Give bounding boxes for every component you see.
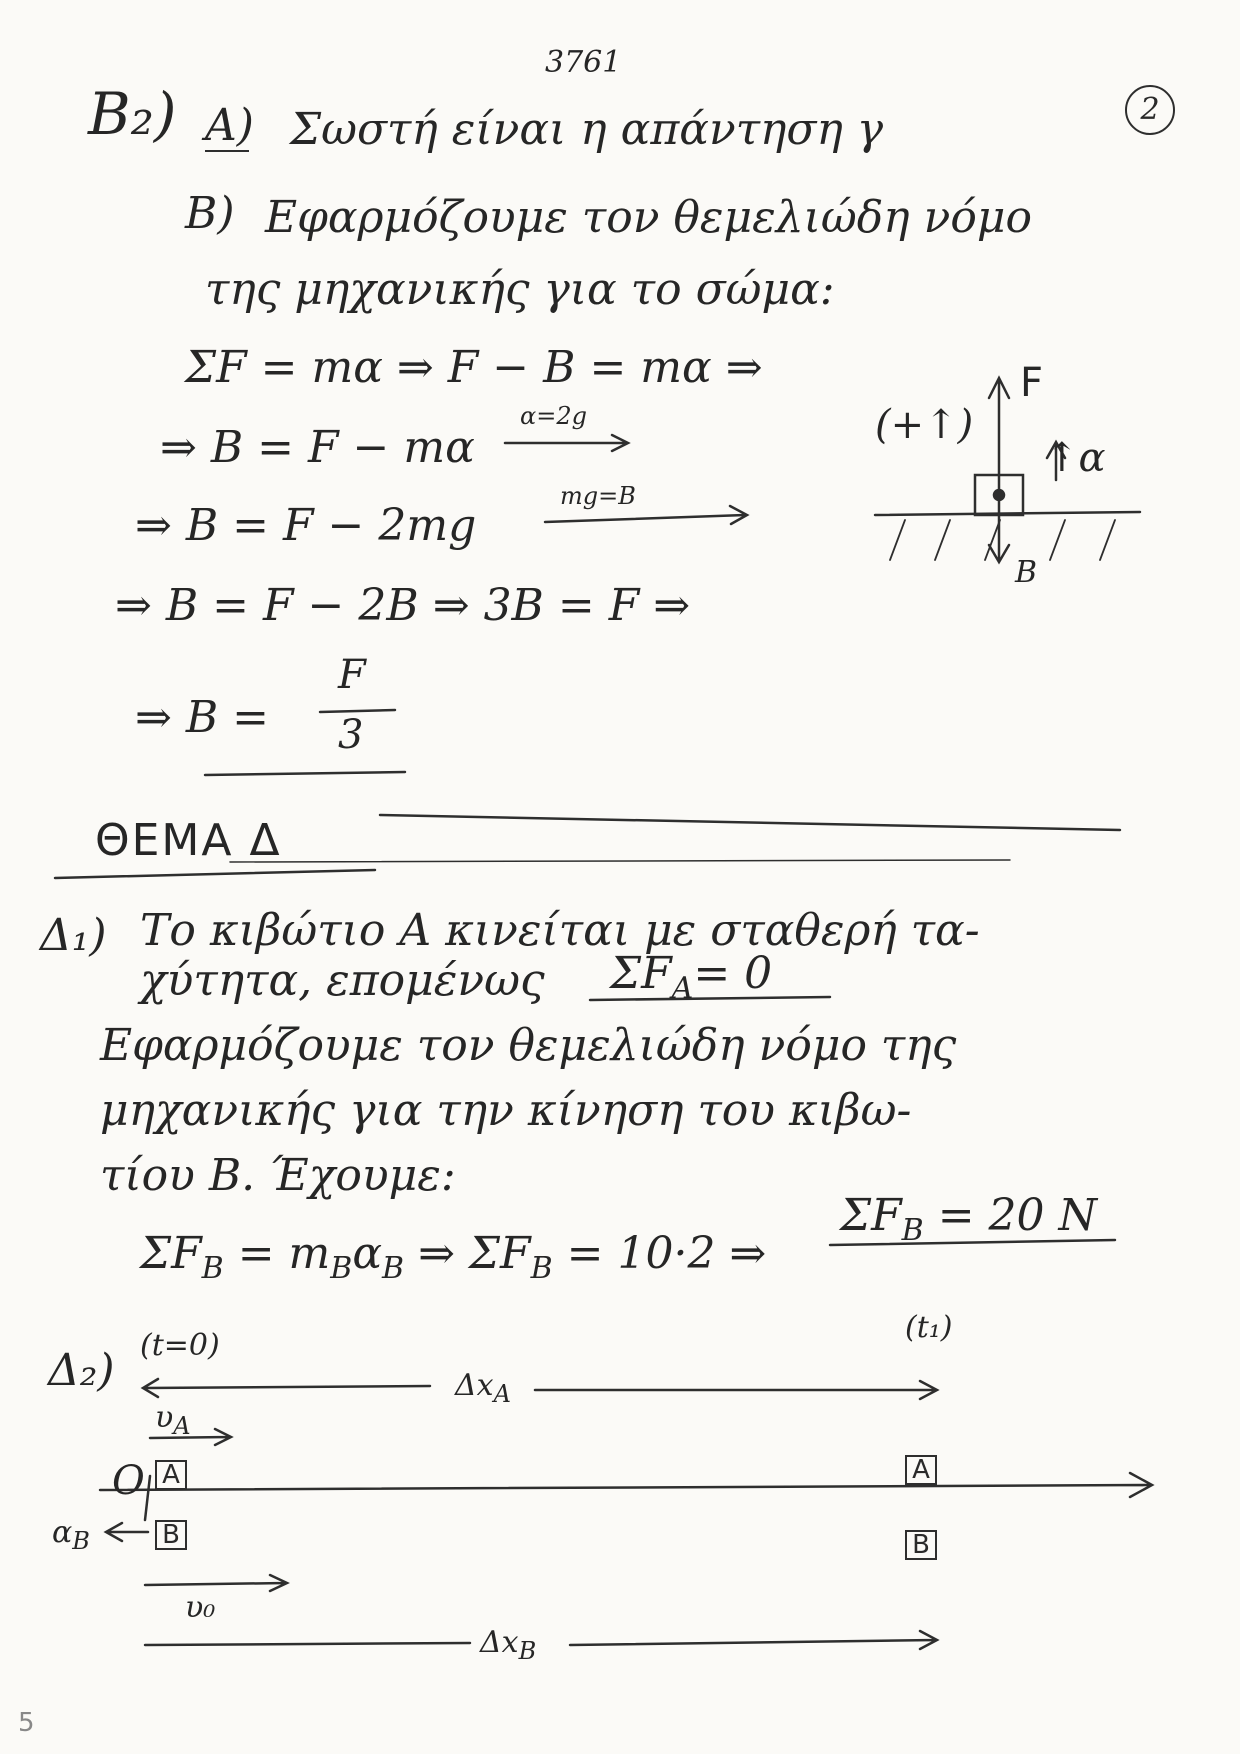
d2-va-sub: A — [173, 1412, 191, 1440]
d1-eq-accel: α — [352, 1228, 383, 1279]
eq3-long-arrow — [545, 506, 747, 524]
d2-v0-label: υ₀ — [185, 1590, 216, 1625]
d1-result-value: = 20 N — [937, 1190, 1098, 1241]
thema-d-rule-2 — [230, 860, 1010, 862]
d1-eq-accel-sub: B — [382, 1250, 405, 1286]
diagram-weight-label: B — [1015, 555, 1038, 590]
result-underline — [205, 772, 405, 775]
d1-result-sum-f: ΣF — [840, 1190, 902, 1241]
weight-arrow — [989, 495, 1009, 562]
d1-line2-sum-f-sub: A — [671, 970, 694, 1006]
d1-eq-sum-f-sub: B — [201, 1250, 224, 1286]
diagram-direction-label: (+↑) — [875, 402, 974, 448]
d1-result-sum-f-sub: B — [901, 1212, 924, 1248]
d2-box-b-start-label: B — [162, 1520, 180, 1550]
diagram-accel-label: ↑α — [1045, 435, 1106, 481]
d1-eq-mass: = m — [237, 1228, 331, 1279]
b2-part-b-label: B) — [185, 188, 235, 239]
b2-part-a-text: Σωστή είναι η απάντηση γ — [290, 104, 884, 155]
d2-dx-b-sub: B — [518, 1637, 537, 1665]
d2-va-label — [155, 1400, 191, 1440]
b2-equation-3-note: mg=B — [560, 482, 636, 510]
d1-line3: Εφαρμόζουμε τον θεμελιώδη νόμο της — [100, 1020, 957, 1071]
d1-equation — [140, 1228, 766, 1286]
d2-dx-a-label — [455, 1368, 511, 1408]
d2-box-b-start — [155, 1520, 187, 1550]
d1-line2-sum-f — [610, 948, 772, 1006]
d2-va-text: υ — [155, 1400, 174, 1435]
d2-label: Δ₂) — [48, 1345, 115, 1396]
b2-equation-5-denominator: 3 — [338, 712, 364, 758]
d2-ab-text: α — [52, 1515, 73, 1550]
d1-eq-sum-f: ΣF — [140, 1228, 202, 1279]
b2-label: B₂) — [88, 80, 177, 148]
v0-arrow — [145, 1575, 287, 1591]
d2-box-a-start-label: A — [162, 1460, 180, 1490]
d1-line4: μηχανικής για την κίνηση του κιβω- — [100, 1085, 912, 1136]
ab-arrow — [106, 1523, 148, 1541]
doc-number: 3761 — [545, 45, 622, 80]
thema-d-rule — [380, 815, 1120, 830]
d1-label: Δ₁) — [40, 910, 107, 961]
d1-result — [840, 1190, 1097, 1248]
b2-equation-3: ⇒ B = F − 2mg — [135, 500, 477, 551]
d2-dx-b-label — [480, 1625, 536, 1665]
d2-dx-b-text: Δx — [480, 1625, 519, 1660]
d1-line2-a: χύτητα, επομένως — [140, 955, 545, 1006]
b2-part-b-line2: της μηχανικής για το σώμα: — [205, 264, 835, 315]
b2-equation-5-numerator: F — [338, 652, 366, 698]
fraction-bar — [320, 710, 395, 712]
d2-box-b-end — [905, 1530, 937, 1560]
page-circle-number: 2 — [1140, 92, 1160, 127]
d1-line5: τίου B. Έχουμε: — [100, 1150, 456, 1201]
d1-eq-implies-sum-sub: B — [530, 1250, 553, 1286]
d2-ab-sub: B — [72, 1527, 90, 1555]
d2-t1-label: (t₁) — [905, 1310, 953, 1345]
page-number: 5 — [18, 1708, 35, 1738]
block-center-dot — [994, 490, 1004, 500]
d1-eq-value: = 10·2 ⇒ — [566, 1228, 767, 1279]
b2-equation-1: ΣF = mα ⇒ F − B = mα ⇒ — [185, 342, 763, 393]
thema-d-underline — [55, 870, 375, 878]
diagram-force-f-label: F — [1020, 360, 1044, 406]
d1-line2-equals-zero: = 0 — [693, 948, 773, 999]
dx-a-arrow — [143, 1379, 937, 1399]
origin-tick — [145, 1476, 150, 1520]
eq2-long-arrow — [505, 435, 628, 451]
force-f-arrow — [989, 378, 1009, 495]
d2-dx-a-text: Δx — [455, 1368, 494, 1403]
b2-equation-2-note: α=2g — [520, 402, 587, 430]
b2-part-b-line1: Εφαρμόζουμε τον θεμελιώδη νόμο — [265, 192, 1032, 243]
d2-box-a-end-label: A — [912, 1455, 930, 1485]
d2-origin-label: O — [112, 1458, 145, 1504]
d2-dx-a-sub: A — [493, 1380, 511, 1408]
d2-ab-label — [52, 1515, 90, 1555]
b2-equation-4: ⇒ B = F − 2B ⇒ 3B = F ⇒ — [115, 580, 691, 631]
d1-eq-implies-sum: ⇒ ΣF — [418, 1228, 531, 1279]
d2-box-a-start — [155, 1460, 187, 1490]
thema-d-title: ΘΕΜΑ Δ — [95, 815, 282, 866]
b2-part-a-label: A) — [205, 100, 254, 151]
b2-equation-2: ⇒ B = F − mα — [160, 422, 475, 473]
position-axis — [100, 1473, 1152, 1497]
d1-line2-sum-f-text: ΣF — [610, 948, 672, 999]
dx-b-arrow — [145, 1631, 937, 1649]
d2-box-a-end — [905, 1455, 937, 1485]
d2-box-b-end-label: B — [912, 1530, 930, 1560]
b2-equation-5-prefix: ⇒ B = — [135, 692, 270, 743]
d1-eq-mass-sub: B — [330, 1250, 353, 1286]
d1-line1: Το κιβώτιο A κινείται με σταθερή τα- — [140, 905, 980, 956]
d2-t0-label: (t=0) — [140, 1328, 220, 1363]
